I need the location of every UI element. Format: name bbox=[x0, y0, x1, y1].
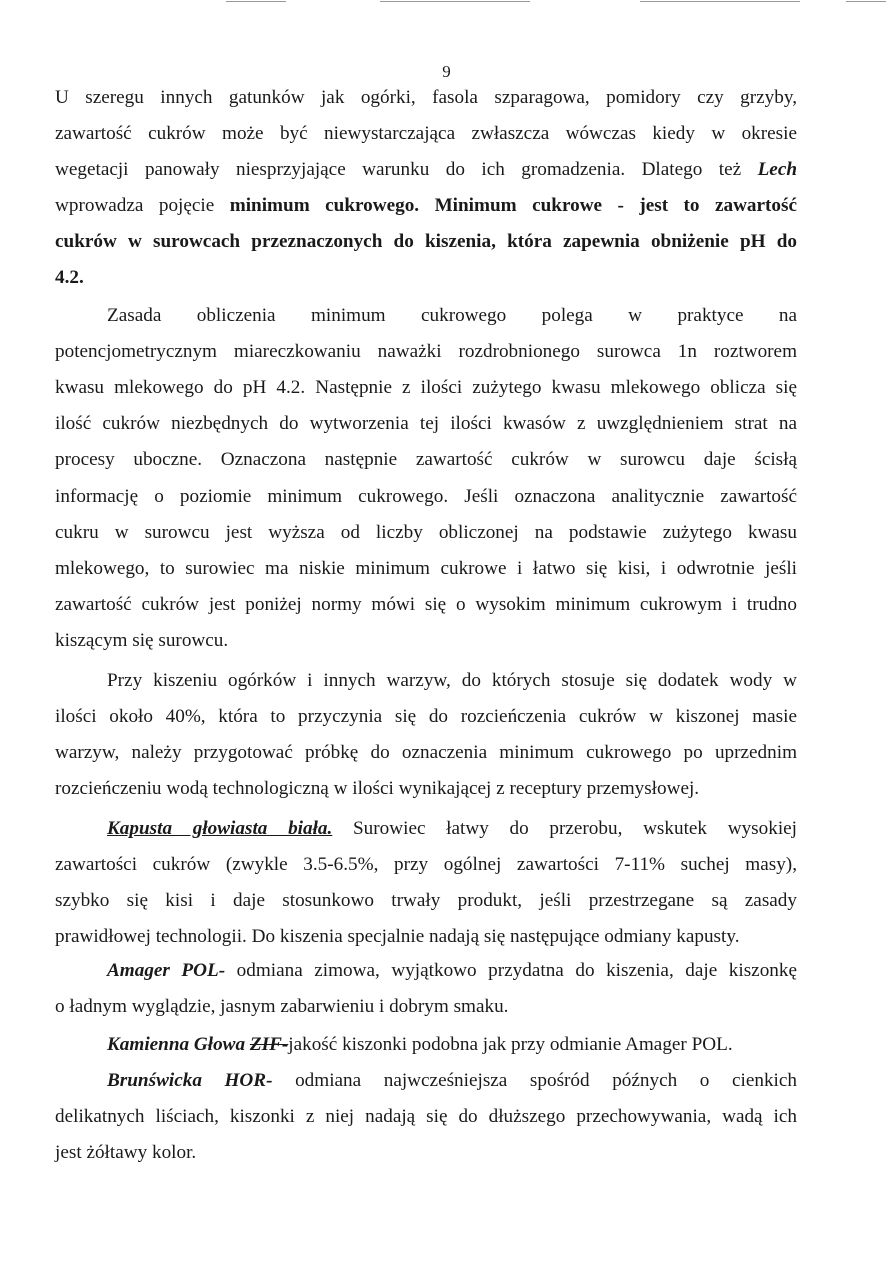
paragraph-line: Przy kiszeniu ogórków i innych warzyw, do których stosuje się dodatek wody w bbox=[107, 670, 797, 691]
section-heading: Kapusta głowiasta biała. bbox=[107, 818, 333, 839]
paragraph-line: delikatnych liściach, kiszonki z niej nadają się do dłuższego przechowywania, wadą ich bbox=[55, 1106, 797, 1127]
paragraph-line: Amager POL- odmiana zimowa, wyjątkowo przydatna do kiszenia, daje kiszonkę bbox=[107, 960, 797, 981]
paragraph-line: informację o poziomie minimum cukrowego. Jeśli oznaczona analitycznie zawartość bbox=[55, 486, 797, 507]
page-number: 9 bbox=[442, 62, 451, 81]
paragraph-line: zawartość cukrów jest poniżej normy mówi się o wysokim minimum cukrowym i trudno bbox=[55, 594, 797, 615]
paragraph-line: wprowadza pojęcie minimum cukrowego. Minimum cukrowe - jest to zawartość bbox=[55, 195, 798, 216]
paragraph-line: mlekowego, to surowiec ma niskie minimum cukrowe i łatwo się kisi, i odwrotnie jeśli bbox=[55, 558, 797, 579]
author-name: Lech bbox=[757, 159, 798, 180]
paragraph-line: ilości około 40%, która to przyczynia się do rozcieńczenia cukrów w kiszonej masie bbox=[55, 706, 797, 727]
paragraph-line: szybko się kisi i daje stosunkowo trwały produkt, jeśli przestrzegane są zasady bbox=[55, 890, 797, 911]
paragraph-line: o ładnym wyglądzie, jasnym zabarwieniu i dobrym smaku. bbox=[55, 996, 509, 1017]
variety-code: ZIF- bbox=[249, 1034, 289, 1055]
paragraph-line: Kapusta głowiasta biała. Surowiec łatwy do przerobu, wskutek wysokiej bbox=[107, 818, 797, 839]
scan-line bbox=[380, 1, 530, 2]
scan-line bbox=[846, 1, 886, 2]
variety-name: Amager POL- bbox=[107, 960, 226, 981]
paragraph-line: kwasu mlekowego do pH 4.2. Następnie z ilości zużytego kwasu mlekowego oblicza się bbox=[55, 377, 797, 398]
definition-line: 4.2. bbox=[55, 267, 84, 288]
paragraph-line: wegetacji panowały niesprzyjające warunku do ich gromadzenia. Dlatego też Lech bbox=[55, 159, 798, 180]
paragraph-line: zawartość cukrów może być niewystarczająca zwłaszcza wówczas kiedy w okresie bbox=[55, 123, 797, 144]
paragraph-line: kiszącym się surowcu. bbox=[55, 630, 229, 651]
paragraph-line: U szeregu innych gatunków jak ogórki, fasola szparagowa, pomidory czy grzyby, bbox=[55, 87, 797, 108]
variety-name: Kamienna Głowa bbox=[107, 1034, 246, 1055]
paragraph-line: ilość cukrów niezbędnych do wytworzenia tej ilości kwasów z uwzględnieniem strat na bbox=[55, 413, 797, 434]
paragraph-line: jest żółtawy kolor. bbox=[55, 1142, 197, 1163]
paragraph-line: zawartości cukrów (zwykle 3.5-6.5%, przy ogólnej zawartości 7-11% suchej masy), bbox=[55, 854, 797, 875]
key-term: minimum cukrowego. bbox=[229, 195, 420, 216]
paragraph-line: cukru w surowcu jest wyższa od liczby obliczonej na podstawie zużytego kwasu bbox=[55, 522, 797, 543]
scan-line bbox=[640, 1, 800, 2]
variety-name: Brunświcka HOR- bbox=[107, 1070, 273, 1091]
paragraph-line: warzyw, należy przygotować próbkę do oznaczenia minimum cukrowego po uprzednim bbox=[55, 742, 797, 763]
paragraph-line: procesy uboczne. Oznaczona następnie zawartość cukrów w surowcu daje ścisłą bbox=[55, 449, 797, 470]
paragraph-line: rozcieńczeniu wodą technologiczną w ilości wynikającej z receptury przemysłowej. bbox=[55, 778, 700, 799]
paragraph-line: prawidłowej technologii. Do kiszenia specjalnie nadają się następujące odmiany kapusty. bbox=[55, 926, 740, 947]
scan-line bbox=[226, 1, 286, 2]
definition-text: Minimum cukrowe - jest to zawartość bbox=[434, 195, 798, 216]
paragraph-line: Kamienna Głowa ZIF-jakość kiszonki podobna jak przy odmianie Amager POL. bbox=[107, 1034, 733, 1055]
paragraph-line: potencjometrycznym miareczkowaniu naważki rozdrobnionego surowca 1n roztworem bbox=[55, 341, 797, 362]
paragraph-line: Brunświcka HOR- odmiana najwcześniejsza spośród późnych o cienkich bbox=[107, 1070, 797, 1091]
definition-line: cukrów w surowcach przeznaczonych do kiszenia, która zapewnia obniżenie pH do bbox=[55, 231, 797, 252]
paragraph-line: Zasada obliczenia minimum cukrowego polega w praktyce na bbox=[107, 305, 797, 326]
